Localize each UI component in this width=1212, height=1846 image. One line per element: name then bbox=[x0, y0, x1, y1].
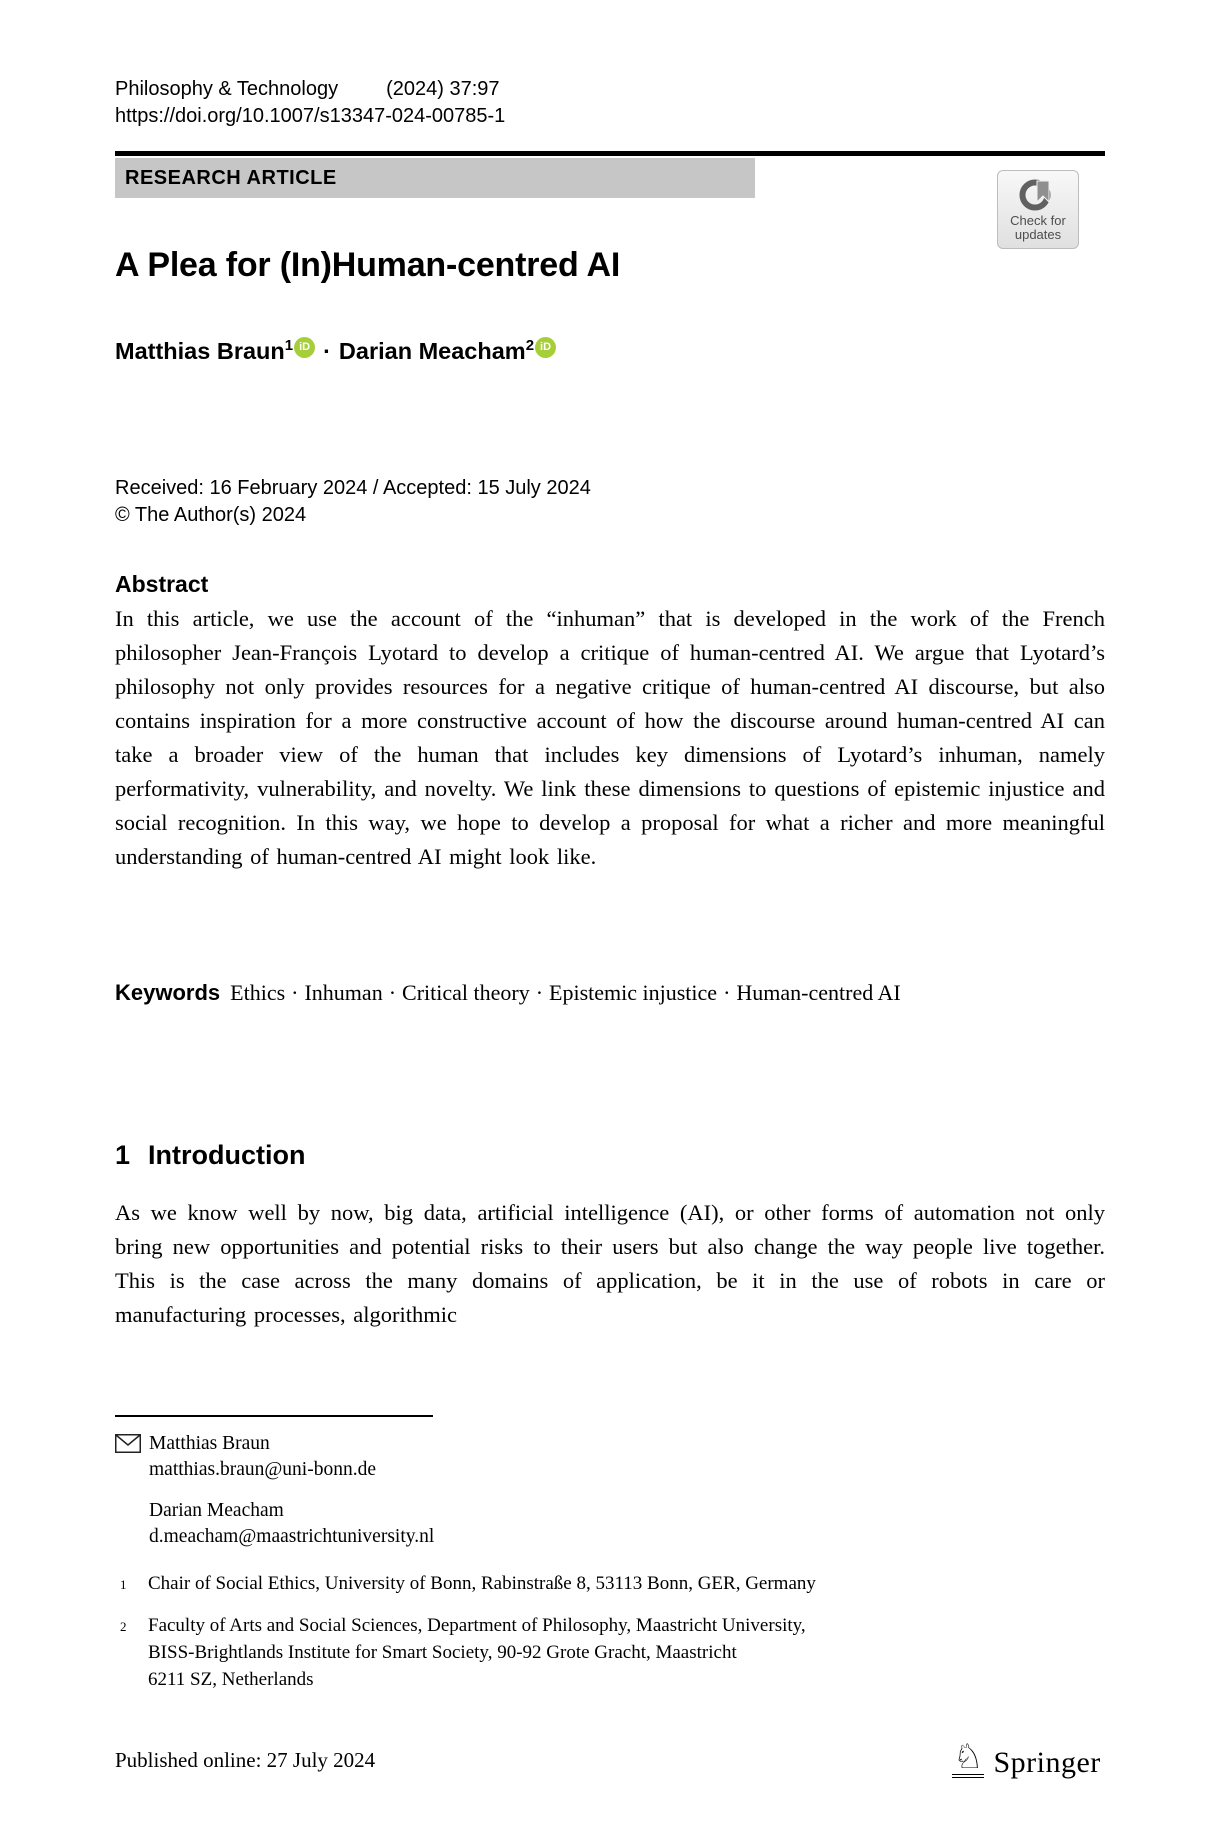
section-number: 1 bbox=[115, 1140, 131, 1170]
section-title: Introduction bbox=[148, 1140, 306, 1170]
orcid-icon[interactable]: iD bbox=[294, 337, 315, 358]
springer-horse-icon: ♘ bbox=[953, 1737, 984, 1777]
published-online-date: Published online: 27 July 2024 bbox=[115, 1748, 376, 1772]
keyword: Critical theory bbox=[402, 980, 530, 1005]
keyword-separator: · bbox=[291, 980, 299, 1005]
footnote-divider bbox=[115, 1415, 433, 1417]
correspondent-email[interactable]: matthias.braun@uni-bonn.de bbox=[149, 1459, 376, 1480]
keywords-line bbox=[115, 976, 999, 1010]
correspondence-block bbox=[115, 1431, 815, 1550]
affiliation-text: Chair of Social Ethics, University of Bonn, Rabinstraße 8, 53113 Bonn, GER, Germany bbox=[148, 1573, 816, 1594]
check-updates-text-line1: Check for bbox=[1010, 213, 1066, 228]
author-name-1: Matthias Braun bbox=[115, 338, 285, 364]
keyword: Epistemic injustice bbox=[549, 980, 718, 1005]
affiliation-entry bbox=[115, 1612, 1035, 1693]
correspondence-entry bbox=[115, 1498, 815, 1550]
correspondent-email[interactable]: d.meacham@maastrichtuniversity.nl bbox=[149, 1526, 435, 1547]
header-meta bbox=[115, 76, 1105, 130]
authors-line bbox=[115, 338, 1105, 367]
citation-number: (2024) 37:97 bbox=[386, 78, 500, 100]
received-accepted-line: Received: 16 February 2024 / Accepted: 15 July 2024 bbox=[115, 477, 591, 499]
affiliation-number: 2 bbox=[120, 1619, 127, 1634]
keywords-label: Keywords bbox=[115, 980, 221, 1005]
keyword-separator: · bbox=[723, 980, 731, 1005]
copyright-line: © The Author(s) 2024 bbox=[115, 504, 307, 526]
keyword: Human-centred AI bbox=[736, 980, 901, 1005]
affiliation-text: Faculty of Arts and Social Sciences, Department of Philosophy, Maastricht University, bbox=[148, 1615, 806, 1636]
author-name-2: Darian Meacham bbox=[338, 338, 526, 364]
affiliations-block bbox=[115, 1570, 1035, 1693]
dates-block bbox=[115, 475, 1105, 529]
keyword: Ethics bbox=[230, 980, 286, 1005]
springer-logo bbox=[952, 1737, 1101, 1780]
paper-title: A Plea for (In)Human-centred AI bbox=[115, 246, 621, 284]
journal-title: Philosophy & Technology bbox=[115, 78, 339, 100]
keyword-separator: · bbox=[535, 980, 544, 1005]
section-heading bbox=[115, 1140, 306, 1171]
correspondence-entry bbox=[115, 1431, 815, 1483]
doi-link[interactable]: https://doi.org/10.1007/s13347-024-00785-1 bbox=[115, 105, 506, 127]
keyword-separator: · bbox=[388, 980, 397, 1005]
envelope-icon bbox=[115, 1434, 141, 1453]
check-for-updates-badge[interactable] bbox=[997, 170, 1079, 249]
affiliation-entry bbox=[115, 1570, 1035, 1598]
check-updates-icon bbox=[1016, 174, 1060, 214]
publisher-name: Springer bbox=[993, 1746, 1101, 1779]
affiliation-text: 6211 SZ, Netherlands bbox=[148, 1669, 314, 1690]
header-rule bbox=[115, 151, 1105, 156]
section-paragraph: As we know well by now, big data, artificial intelligence (AI), or other forms of automation not only bring new opportunities and potential risks to their users but also change the way people live together. This is the case across the many domains of application, be it in the use of robots in care or manufacturing processes, algorithmic bbox=[115, 1200, 1105, 1327]
affiliation-number: 1 bbox=[120, 1577, 127, 1592]
abstract-text: In this article, we use the account of the “inhuman” that is developed in the work of the French philosopher Jean-François Lyotard to develop a critique of human-centred AI. We argue that Lyotard’s philosophy not only provides resources for a negative critique of human-centred AI discourse, but also contains inspiration for a more constructive account of how the discourse around human-centred AI can take a broader view of the human that includes key dimensions of Lyotard’s inhuman, namely performativity, vulnerability, and novelty. We link these dimensions to questions of epistemic injustice and social recognition. In this way, we hope to develop a proposal for what a richer and more meaningful understanding of human-centred AI might look like. bbox=[115, 606, 1105, 869]
affiliation-text: BISS-Brightlands Institute for Smart Society, 90-92 Grote Gracht, Maastricht bbox=[148, 1642, 737, 1663]
check-updates-text-line2: updates bbox=[1014, 227, 1062, 242]
keyword: Inhuman bbox=[304, 980, 383, 1005]
author-separator: · bbox=[323, 338, 331, 364]
article-type-label: RESEARCH ARTICLE bbox=[125, 166, 337, 189]
author-affil-sup-1: 1 bbox=[284, 337, 294, 355]
correspondent-name: Darian Meacham bbox=[149, 1500, 284, 1521]
author-affil-sup-2: 2 bbox=[525, 337, 535, 355]
orcid-icon[interactable]: iD bbox=[535, 337, 556, 358]
journal-citation-line bbox=[115, 76, 1105, 103]
abstract-heading: Abstract bbox=[115, 571, 209, 597]
article-type-band bbox=[115, 158, 755, 198]
correspondent-name: Matthias Braun bbox=[149, 1433, 270, 1454]
